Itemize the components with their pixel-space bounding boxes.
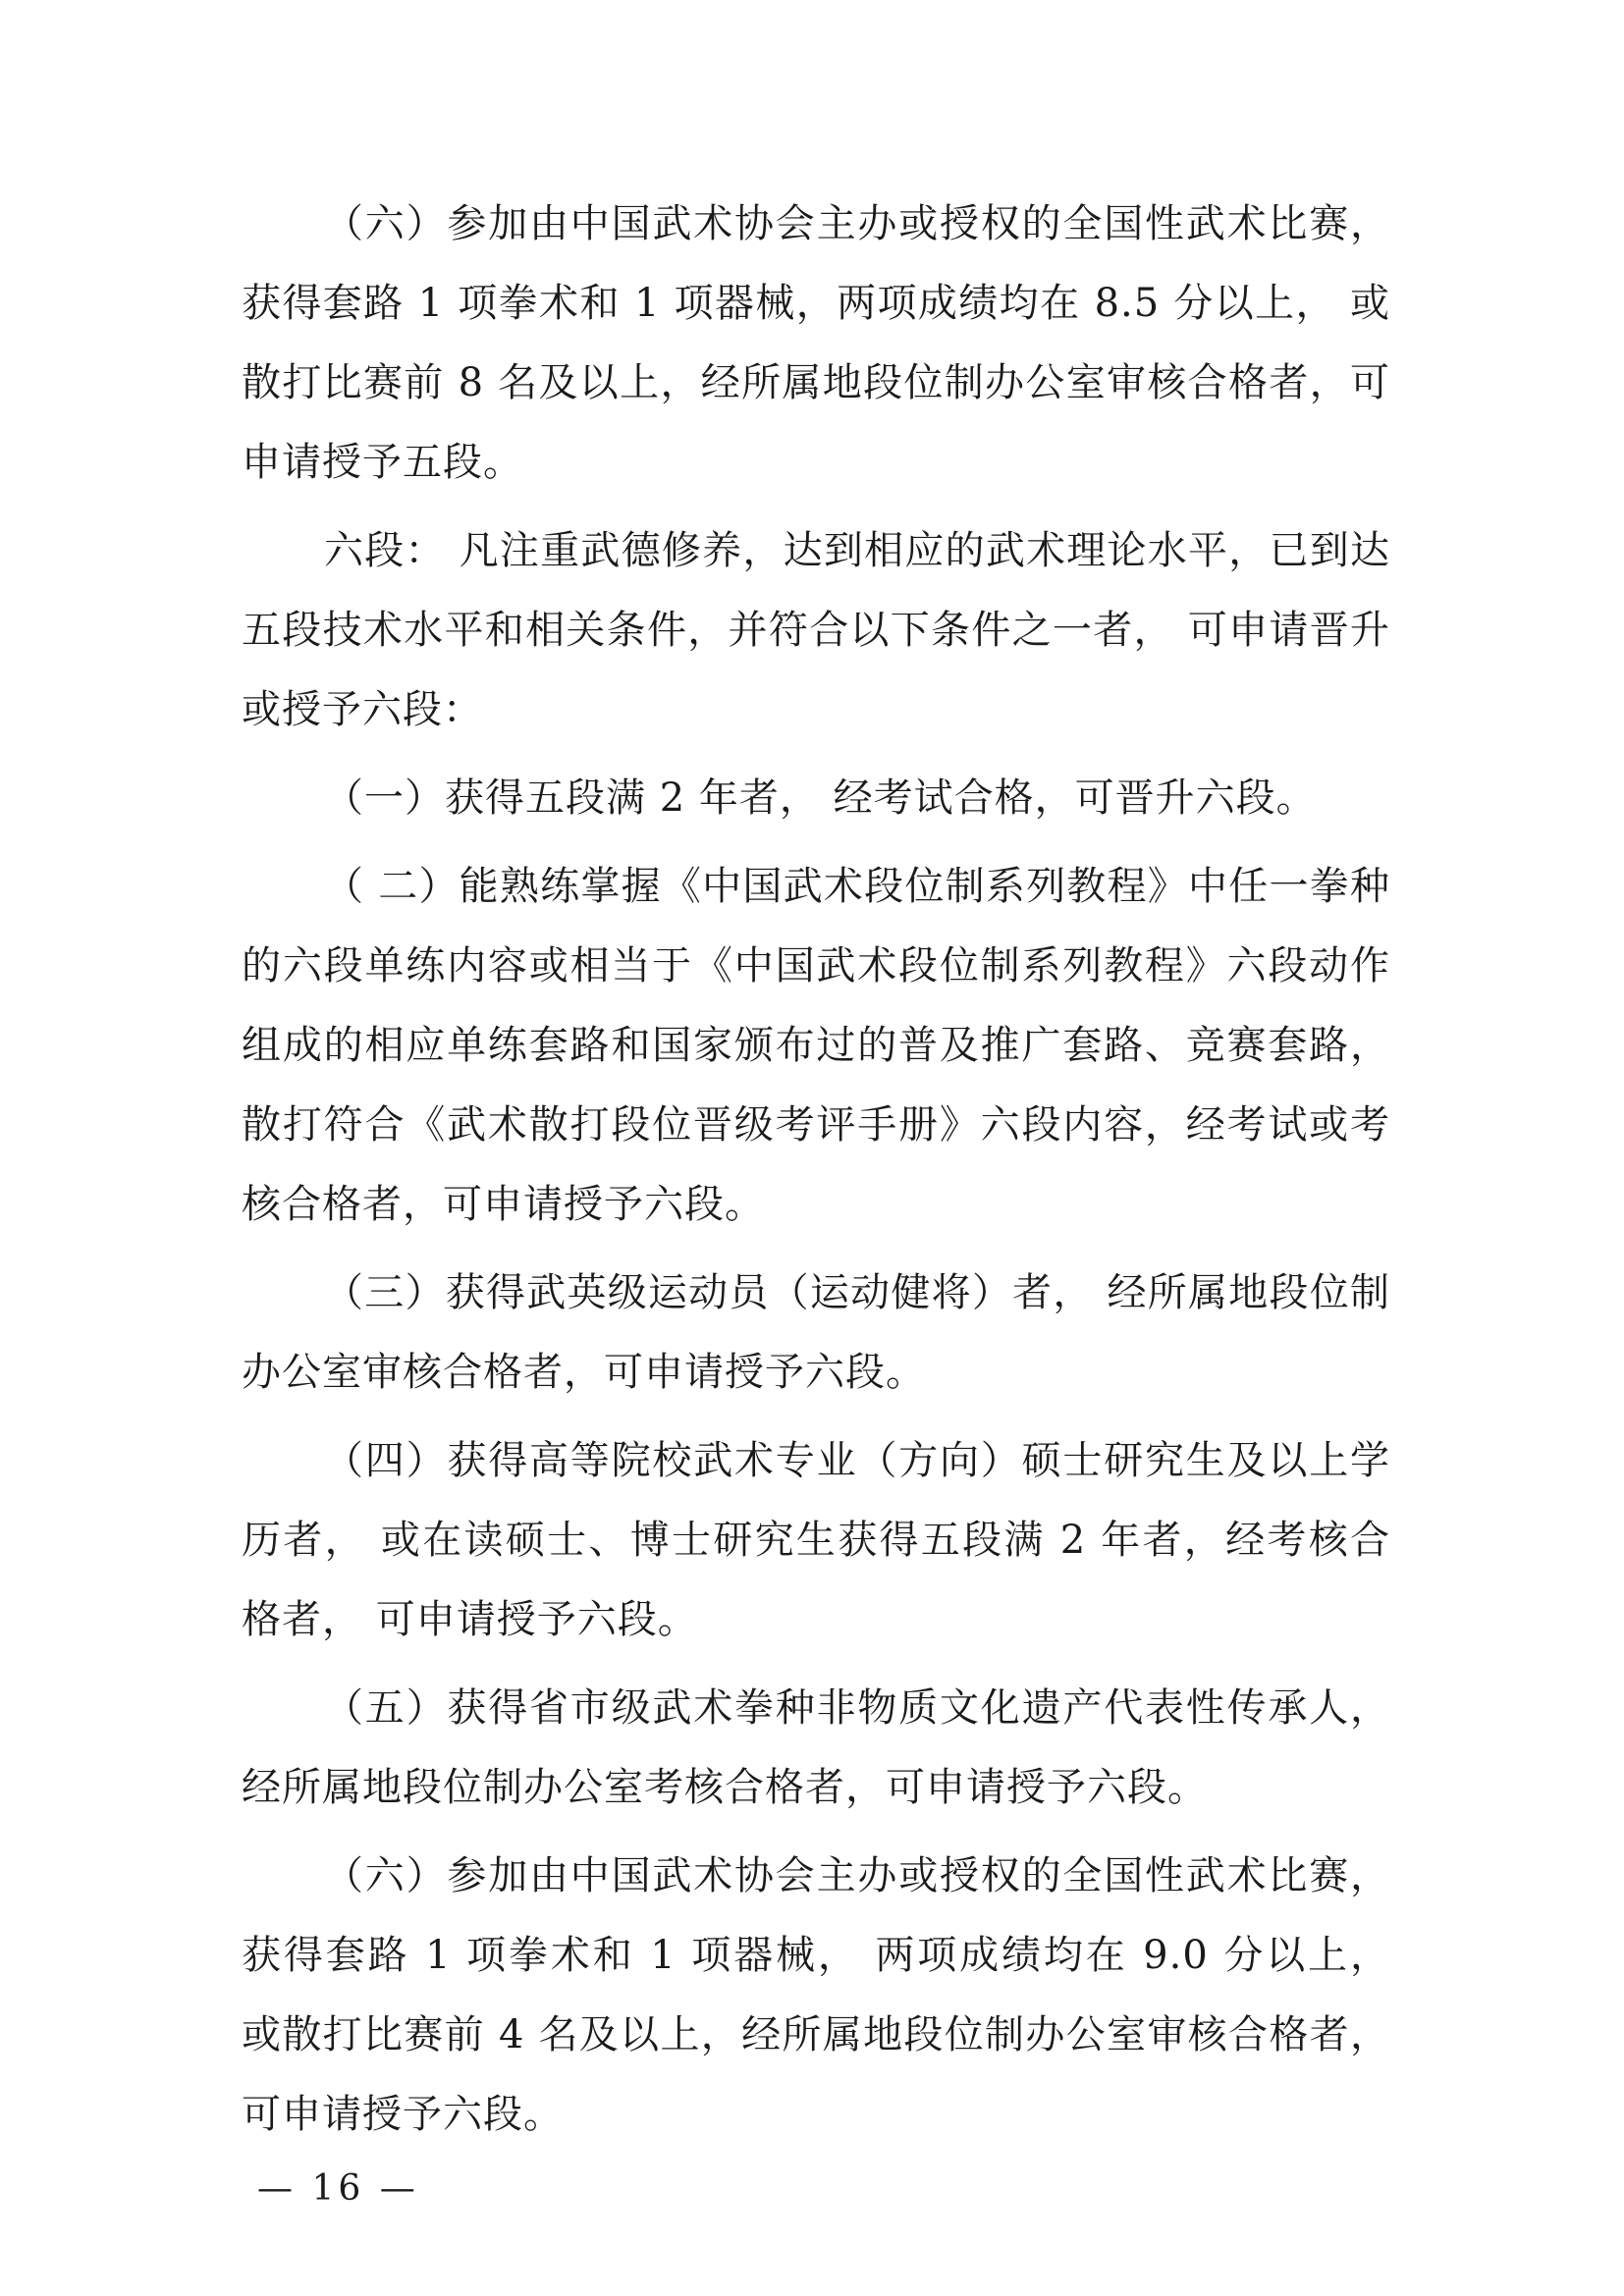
paragraph-item-2: （ 二）能熟练掌握《中国武术段位制系列教程》中任一拳种的六段单练内容或相当于《中国武术段位制系列教程》六段动作组成的相应单练套路和国家颁布过的普及推广套路、竞赛套路，散打符合《武术散打段位晋级考评手册》六段内容，经考试或考核合格者，可申请授予六段。 xyxy=(242,864,1390,1227)
paragraph-item-5: （五）获得省市级武术拳种非物质文化遗产代表性传承人，经所属地段位制办公室考核合格者，可申请授予六段。 xyxy=(242,1685,1390,1810)
paragraph-item-4: （四）获得高等院校武术专业（方向）硕士研究生及以上学历者， 或在读硕士、博士研究生获得五段满 2 年者，经考核合格者， 可申请授予六段。 xyxy=(242,1438,1390,1642)
paragraph-item-6-fifth-duan: （六）参加由中国武术协会主办或授权的全国性武术比赛，获得套路 1 项拳术和 1 项器械，两项成绩均在 8.5 分以上， 或散打比赛前 8 名及以上，经所属地段位制办公室审核合格者，可申请授予五段。 xyxy=(242,201,1390,485)
paragraph-item-1: （一）获得五段满 2 年者， 经考试合格，可晋升六段。 xyxy=(324,775,1317,821)
page-number: — 16 — xyxy=(257,2168,419,2209)
paragraph-item-3: （三）获得武英级运动员（运动健将）者， 经所属地段位制办公室审核合格者，可申请授予六段。 xyxy=(242,1270,1390,1395)
paragraph-sixth-duan-intro: 六段： 凡注重武德修养，达到相应的武术理论水平，已到达五段技术水平和相关条件，并符合以下条件之一者， 可申请晋升或授予六段： xyxy=(242,528,1390,732)
paragraph-item-6-sixth-duan: （六）参加由中国武术协会主办或授权的全国性武术比赛，获得套路 1 项拳术和 1 项器械， 两项成绩均在 9.0 分以上， 或散打比赛前 4 名及以上，经所属地段位制办公室审核合格者，可申请授予六段。 xyxy=(242,1853,1390,2137)
document-body xyxy=(242,185,1390,2163)
